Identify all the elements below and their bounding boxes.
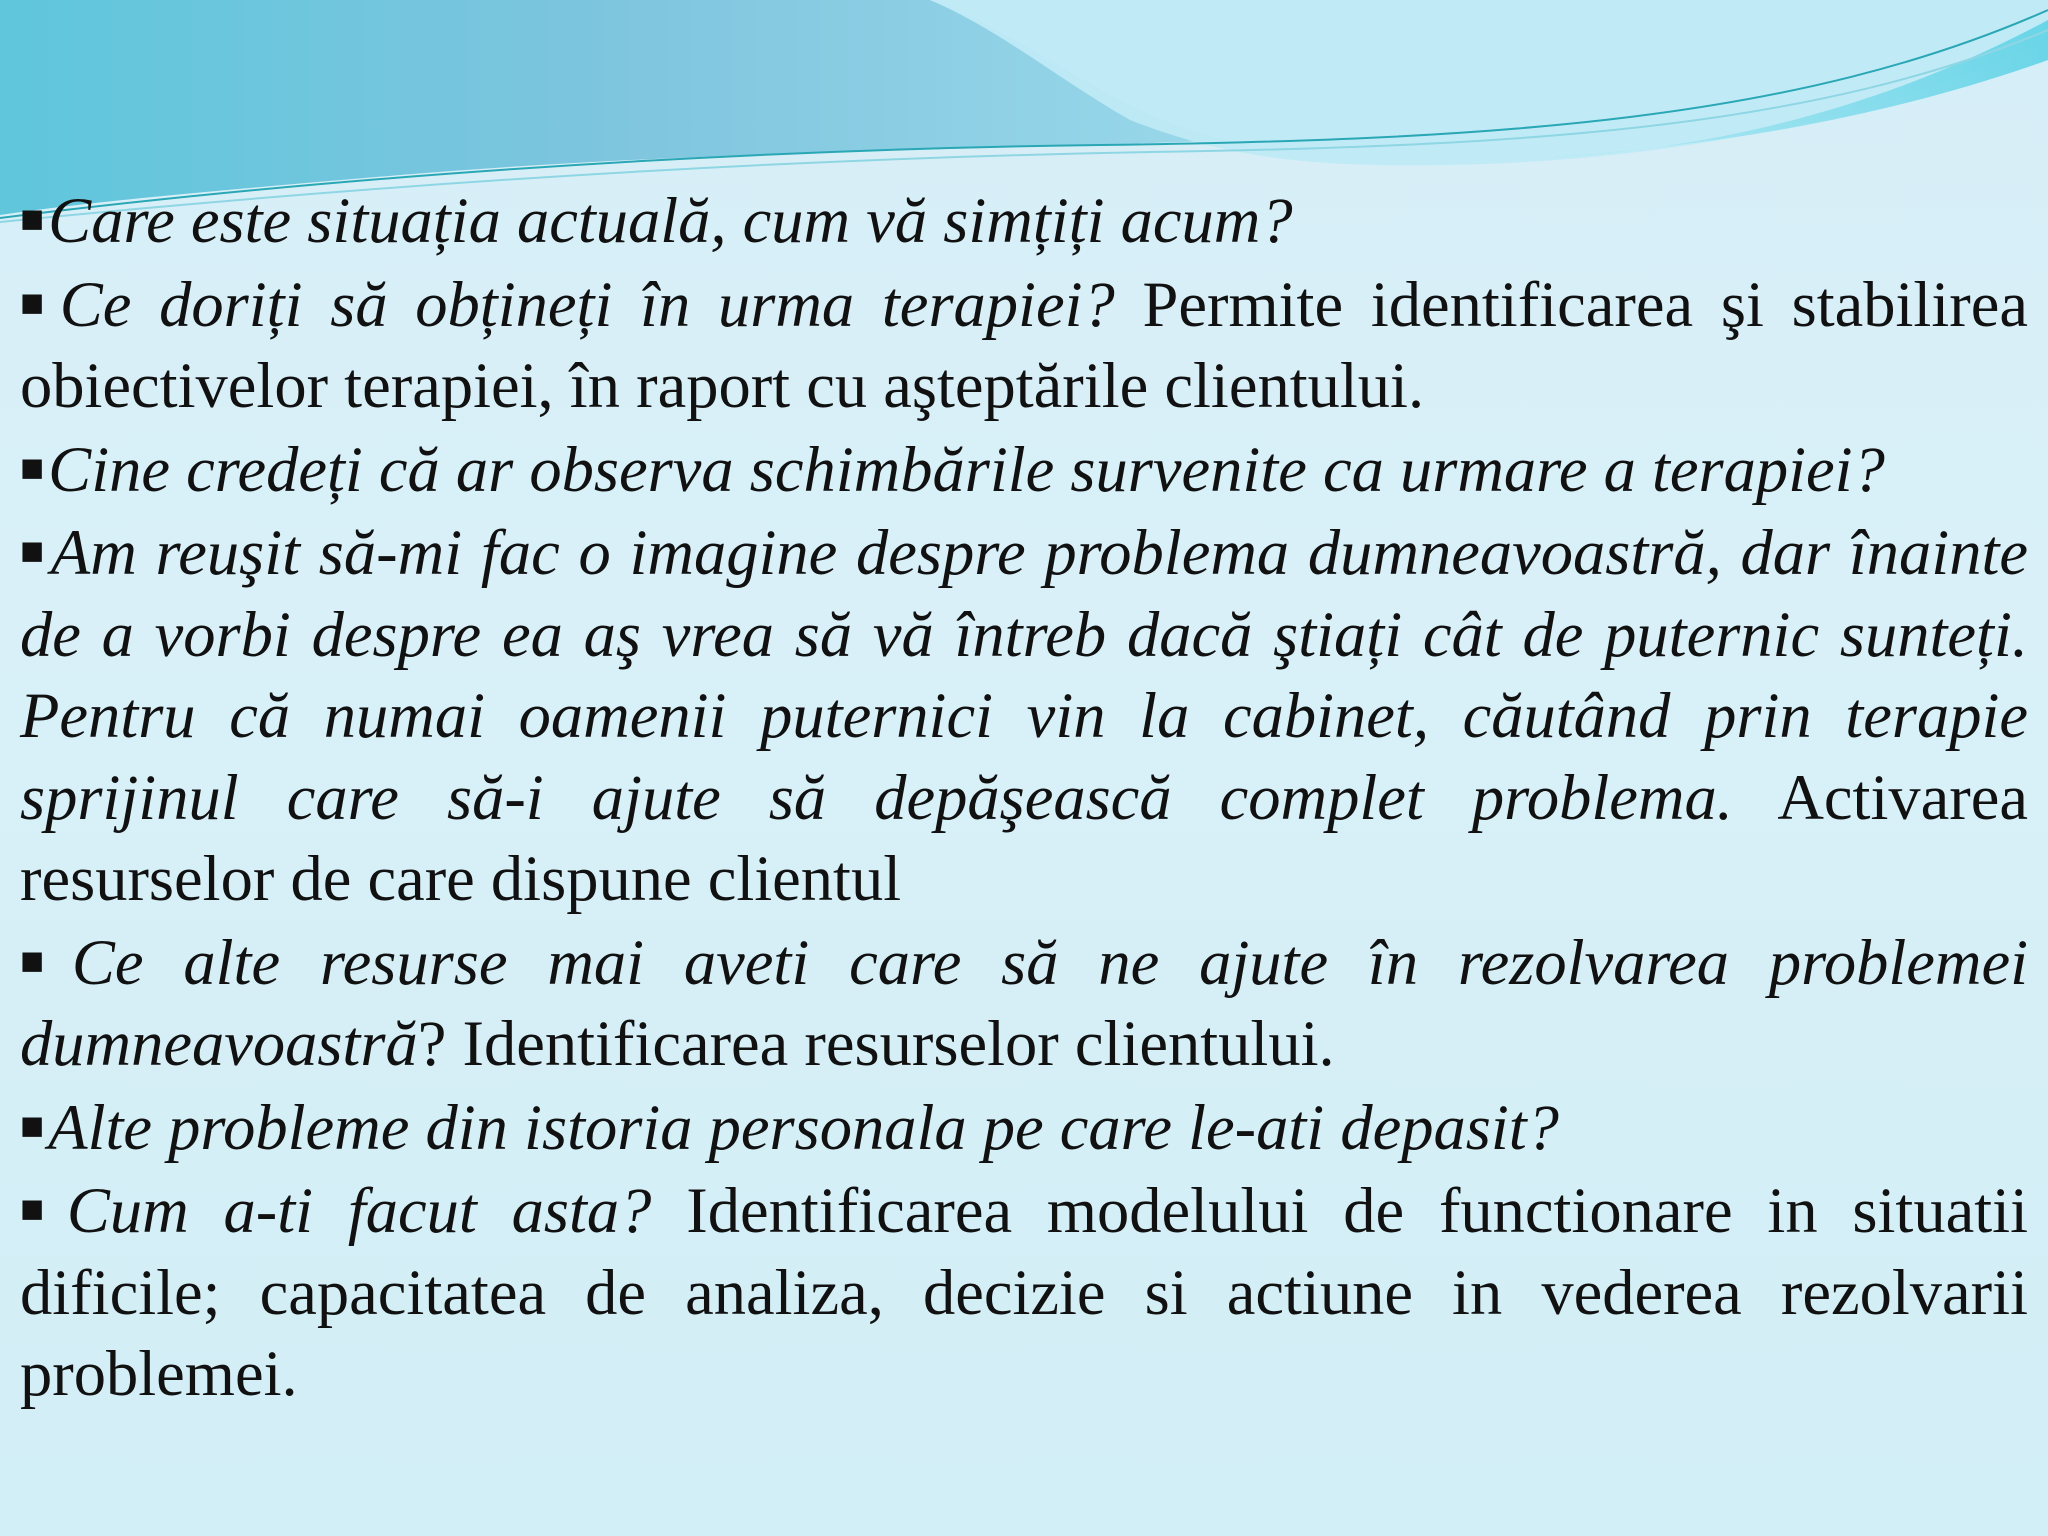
question-text: Ce alte resurse mai aveti care să ne ajute în rezolvarea problemei dumneavoastră bbox=[20, 926, 2028, 1079]
question-text: Alte probleme din istoria personala pe care le-ati depasit? bbox=[48, 1091, 1559, 1163]
question-text: Cum a-ti facut asta? bbox=[66, 1175, 652, 1246]
question-text: Ce doriți să obțineți în urma terapiei? bbox=[59, 268, 1115, 340]
square-bullet-icon: ■ bbox=[20, 937, 68, 983]
question-item-2 bbox=[20, 262, 2028, 427]
question-text: Care este situația actuală, cum vă simțiți acum? bbox=[48, 185, 1293, 256]
explanation-text: ? Identificarea resurselor clientului. bbox=[417, 1008, 1335, 1079]
explanation-text: Activarea resurselor de care dispune clientul bbox=[20, 761, 2028, 914]
question-text: Am reuşit să-mi fac o imagine despre problema dumneavoastră, dar înainte de a vorbi despre ea aş vrea să vă întreb dacă ştiați cât de puternic sunteți. Pentru că numai oamenii puternici vin la cabinet, căutând prin terapie sprijinul care să-i ajute să depăşească complet problema. bbox=[20, 517, 2028, 833]
square-bullet-icon: ■ bbox=[20, 279, 56, 325]
question-item-7 bbox=[20, 1168, 2028, 1415]
question-item-5 bbox=[20, 920, 2028, 1085]
square-bullet-icon: ■ bbox=[20, 444, 45, 490]
question-item-6 bbox=[20, 1085, 2028, 1169]
explanation-text: Permite identificarea şi stabilirea obiectivelor terapiei, în raport cu aşteptările clientului. bbox=[20, 268, 2028, 421]
explanation-text: Identificarea modelului de functionare in situatii dificile; capacitatea de analiza, decizie si actiune in vederea rezolvarii problemei. bbox=[20, 1175, 2028, 1409]
square-bullet-icon: ■ bbox=[20, 1102, 45, 1148]
question-item-1 bbox=[20, 178, 2028, 262]
square-bullet-icon: ■ bbox=[20, 196, 45, 241]
question-text: Cine credeți că ar observa schimbările survenite ca urmare a terapiei? bbox=[48, 433, 1885, 505]
square-bullet-icon: ■ bbox=[20, 528, 47, 573]
slide-content bbox=[20, 178, 2028, 1415]
square-bullet-icon: ■ bbox=[20, 1186, 63, 1231]
question-item-4 bbox=[20, 510, 2028, 920]
question-item-3 bbox=[20, 427, 2028, 511]
